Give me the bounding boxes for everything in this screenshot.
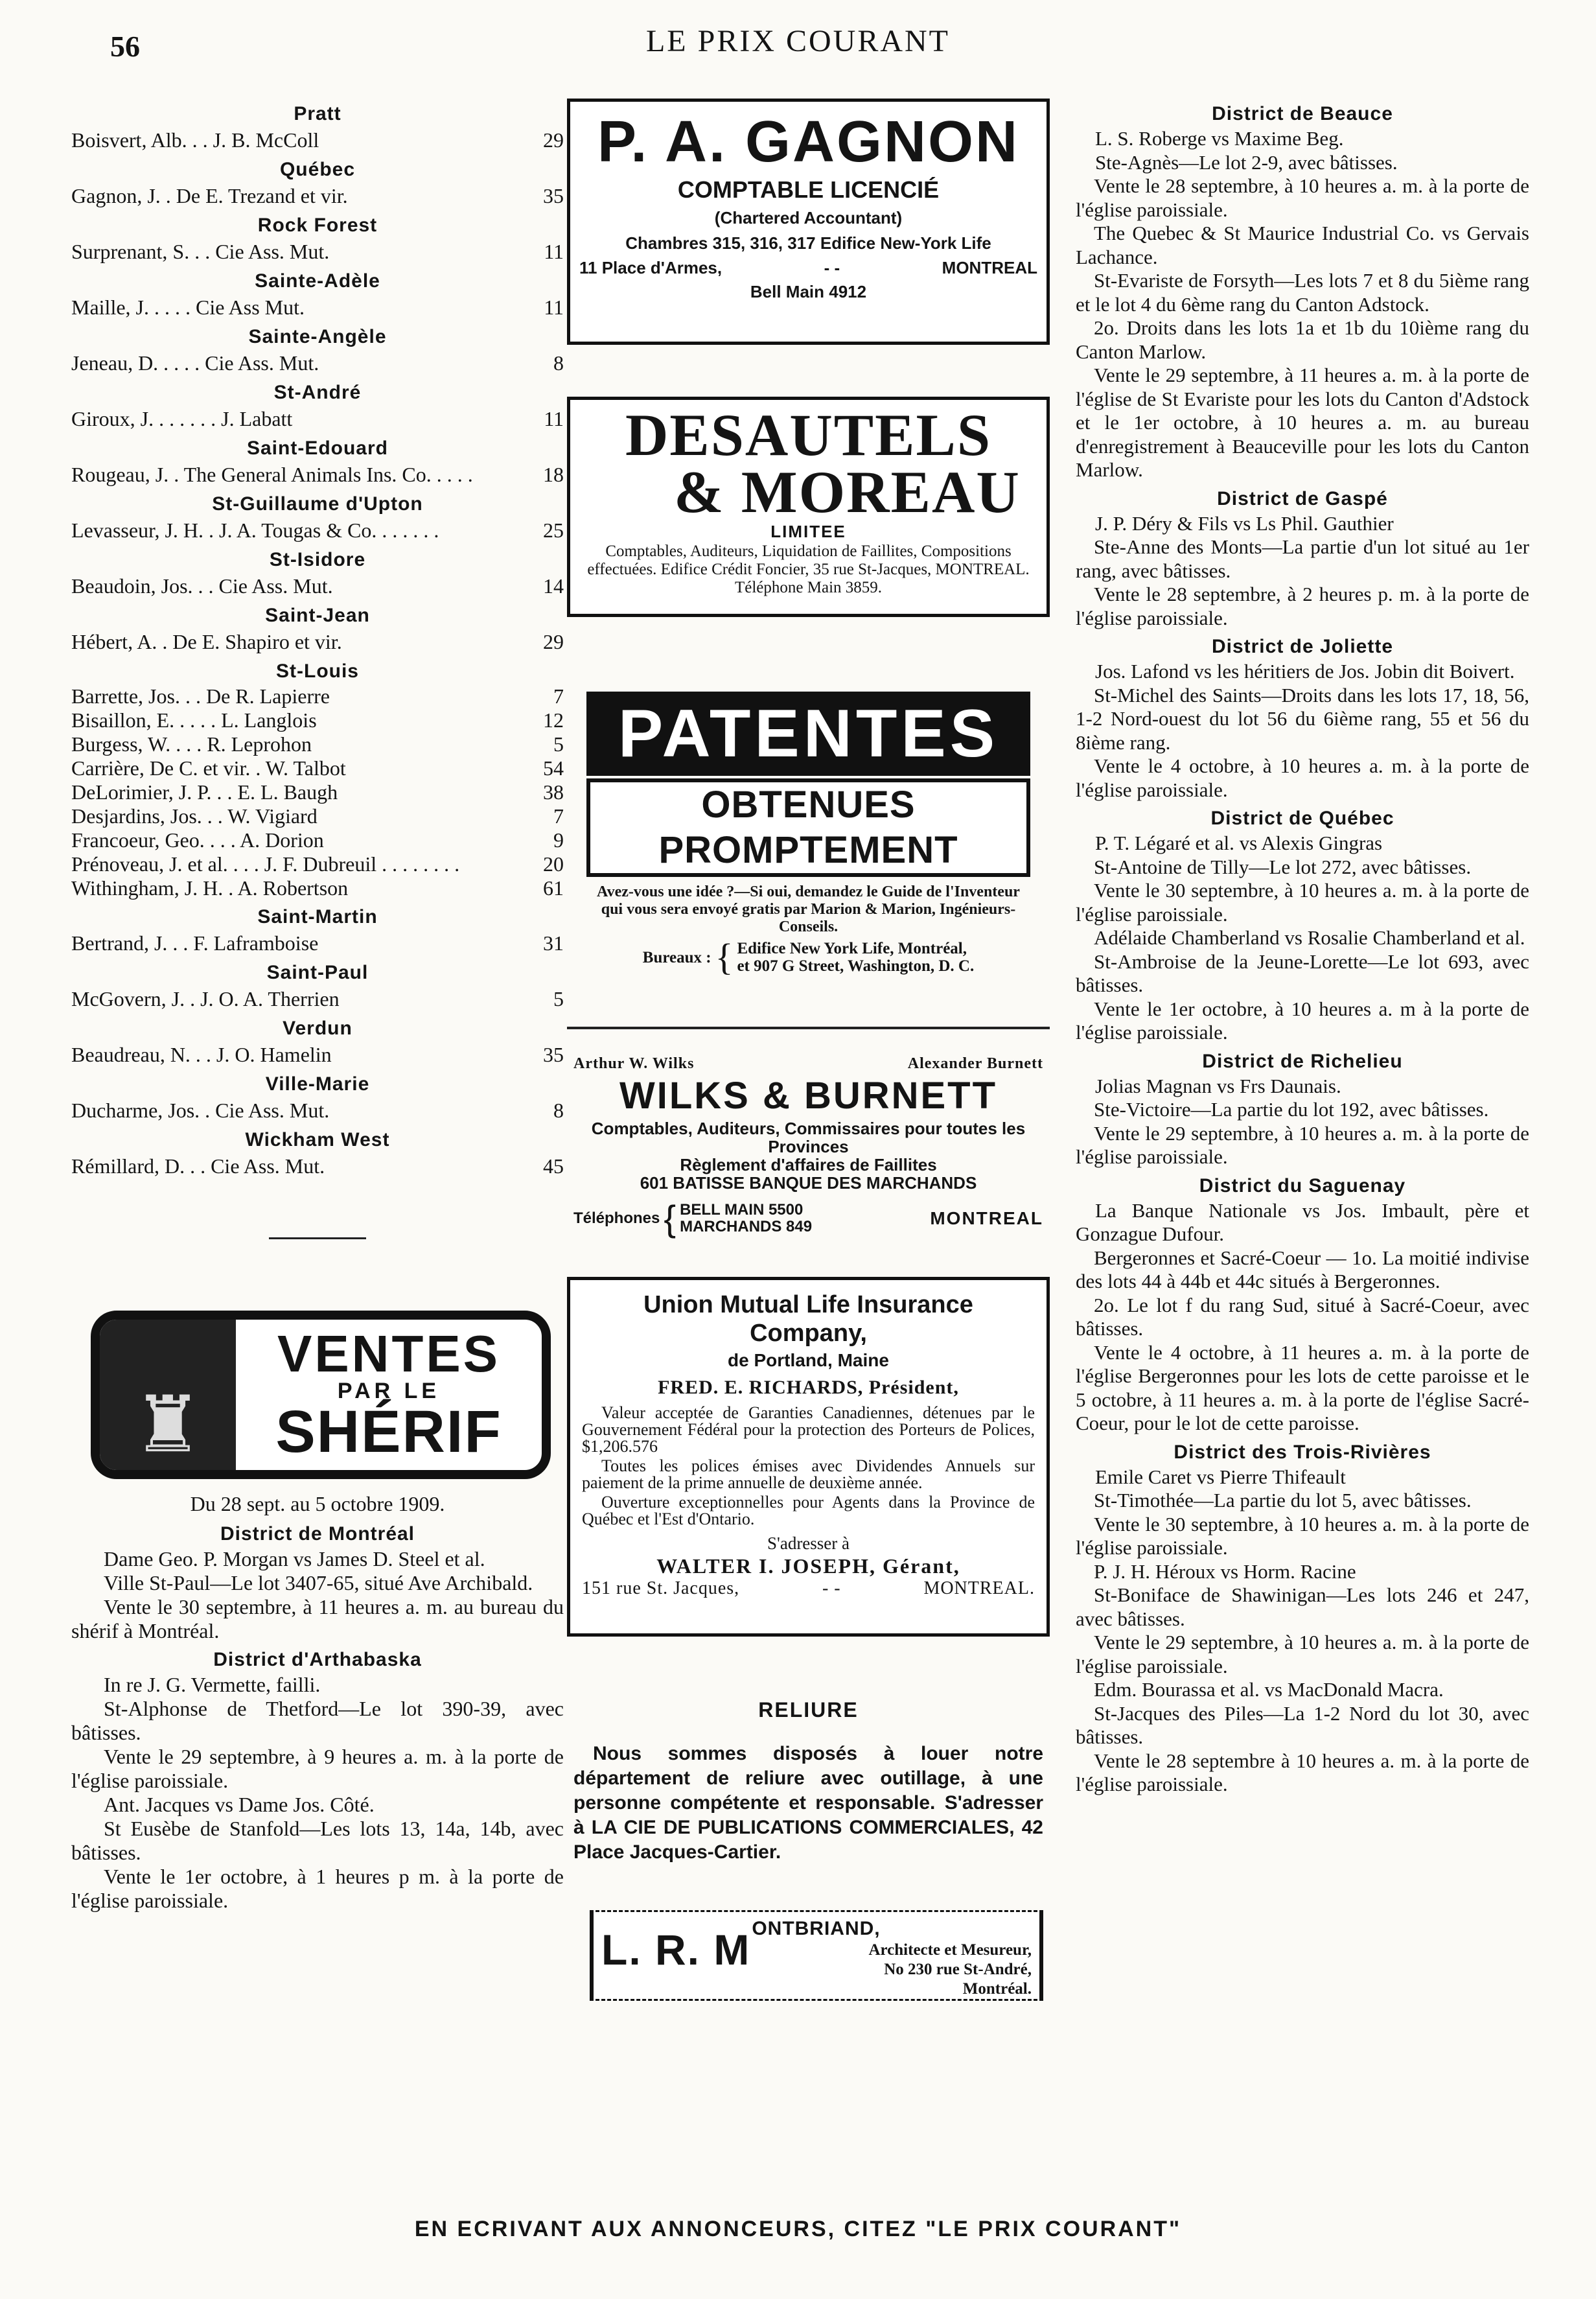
district-heading: District de Montréal bbox=[220, 1523, 415, 1545]
sale-paragraph: Vente le 29 septembre, à 9 heures a. m. à la porte de l'église paroissiale. bbox=[71, 1745, 564, 1792]
place-heading: Saint-Jean bbox=[265, 605, 370, 626]
place-heading: St-André bbox=[273, 382, 362, 403]
judgment-row bbox=[71, 294, 564, 320]
judgment-row bbox=[71, 1153, 564, 1179]
place-heading: Saint-Edouard bbox=[246, 438, 388, 459]
judgment-parties: Boisvert, Alb. . . J. B. McColl bbox=[71, 128, 319, 152]
ad-wilks-burnett bbox=[567, 1055, 1050, 1239]
judgment-row bbox=[71, 732, 564, 756]
sale-paragraph: St-Boniface de Shawinigan—Les lots 246 et 247, avec bâtisses. bbox=[1076, 1583, 1529, 1630]
sale-paragraph: St-Michel des Saints—Droits dans les lots 17, 18, 56, 1-2 Nord-ouest du lot 56 du 6ième rang, 55 et 56 du 8ième rang. bbox=[1076, 683, 1529, 754]
judgment-row bbox=[71, 780, 564, 804]
judgment-amount: 11 bbox=[544, 240, 564, 263]
sale-paragraph: Vente le 28 septembre, à 10 heures a. m. à la porte de l'église paroissiale. bbox=[1076, 174, 1529, 221]
judgment-row bbox=[71, 804, 564, 828]
sale-paragraph: St Eusèbe de Stanfold—Les lots 13, 14a, 14b, avec bâtisses. bbox=[71, 1817, 564, 1864]
ad-union-manager: WALTER I. JOSEPH, Gérant, bbox=[656, 1554, 960, 1578]
judgment-amount: 61 bbox=[543, 876, 564, 900]
judgment-amount: 35 bbox=[543, 184, 564, 207]
ad-wilks-city: MONTREAL bbox=[930, 1208, 1043, 1228]
sheriff-sales-list-left bbox=[71, 1521, 564, 1913]
judgment-parties: Giroux, J. . . . . . . J. Labatt bbox=[71, 407, 293, 430]
ad-wilks-tel-label: Téléphones bbox=[573, 1209, 660, 1227]
ad-wilks-name: WILKS & BURNETT bbox=[619, 1075, 998, 1117]
judgment-amount: 7 bbox=[553, 804, 564, 828]
ad-patentes-bureau-2: et 907 G Street, Washington, D. C. bbox=[737, 957, 975, 975]
sale-paragraph: St-Jacques des Piles—La 1-2 Nord du lot 30, avec bâtisses. bbox=[1076, 1701, 1529, 1748]
sale-paragraph: Ste-Victoire—La partie du lot 192, avec bâtisses. bbox=[1094, 1098, 1489, 1121]
sale-paragraph: St-Antoine de Tilly—Le lot 272, avec bâtisses. bbox=[1094, 855, 1472, 878]
ad-patentes-bureau-1: Edifice New York Life, Montréal, bbox=[737, 940, 967, 957]
ad-wilks-line1: Comptables, Auditeurs, Commissaires pour toutes les Provinces bbox=[591, 1119, 1026, 1156]
ad-desautels-line2: & MOREAU bbox=[674, 459, 1021, 525]
district-heading: District d'Arthabaska bbox=[213, 1649, 422, 1670]
judgment-amount: 25 bbox=[543, 519, 564, 542]
judgment-row bbox=[71, 756, 564, 780]
district-heading: District de Québec bbox=[1210, 808, 1394, 829]
place-heading: St-Isidore bbox=[269, 549, 366, 570]
judgment-amount: 18 bbox=[543, 463, 564, 486]
ad-montbriand-line3: Montréal. bbox=[962, 1980, 1032, 1998]
sale-paragraph: Vente le 30 septembre, à 10 heures a. m. à la porte de l'église paroissiale. bbox=[1076, 879, 1529, 926]
sale-paragraph: The Quebec & St Maurice Industrial Co. vs Gervais Lachance. bbox=[1076, 222, 1529, 268]
ad-desautels-line1: DESAUTELS bbox=[625, 402, 992, 468]
sale-paragraph: Vente le 29 septembre, à 10 heures a. m. à la porte de l'église paroissiale. bbox=[1076, 1121, 1529, 1168]
sale-paragraph: Vente le 1er octobre, à 1 heures p m. à la porte de l'église paroissiale. bbox=[71, 1865, 564, 1912]
sale-paragraph: St-Timothée—La partie du lot 5, avec bâtisses. bbox=[1094, 1489, 1472, 1511]
sale-paragraph: 2o. Droits dans les lots 1a et 1b du 10ième rang du Canton Marlow. bbox=[1076, 316, 1529, 363]
judgment-parties: Jeneau, D. . . . . Cie Ass. Mut. bbox=[71, 351, 319, 375]
sale-paragraph: Vente le 4 octobre, à 10 heures a. m. à la porte de l'église paroissiale. bbox=[1076, 754, 1529, 801]
judgments-list bbox=[71, 101, 564, 1179]
judgment-row bbox=[71, 629, 564, 655]
sale-paragraph: Vente le 30 septembre, à 10 heures a. m. à la porte de l'église paroissiale. bbox=[1076, 1512, 1529, 1559]
ad-union-street: 151 rue St. Jacques, bbox=[582, 1578, 740, 1598]
judgment-row bbox=[71, 930, 564, 956]
judgment-parties: Carrière, De C. et vir. . W. Talbot bbox=[71, 756, 346, 780]
ad-union-mutual: Union Mutual Life Insurance Company, de Portland, Maine FRED. E. RICHARDS, Président, Valeur acceptée de Garanties Canadiennes, détenues par le Gouvernement Fédéral pour la protection des Porteurs de Polices, $1,206.576 Toutes les polices émises avec Dividendes Annuels sur paiement de la prime annuelle de deuxième année. Ouverture exceptionnelles pour Agents dans la Province de Québec et l'Est d'Ontario. S'adresser à WALTER I. JOSEPH, Gérant, 151 rue St. Jacques, - - MONTREAL. bbox=[567, 1277, 1050, 1637]
ad-wilks-partner-1: Arthur W. Wilks bbox=[573, 1055, 695, 1072]
page-number: 56 bbox=[110, 30, 140, 63]
reliure-heading: RELIURE bbox=[758, 1698, 859, 1721]
ad-montbriand bbox=[590, 1910, 1043, 2001]
sale-paragraph: Jos. Lafond vs les héritiers de Jos. Jobin dit Boivert. bbox=[1095, 660, 1515, 683]
sale-paragraph: P. J. H. Héroux vs Horm. Racine bbox=[1094, 1559, 1356, 1583]
judgment-row bbox=[71, 828, 564, 852]
place-heading: Saint-Paul bbox=[266, 962, 369, 983]
judgment-amount: 11 bbox=[544, 296, 564, 319]
judgment-row bbox=[71, 517, 564, 543]
ad-union-title: Union Mutual Life Insurance Company, bbox=[643, 1291, 973, 1347]
judgment-row bbox=[71, 461, 564, 487]
ad-gagnon-subtitle: (Chartered Accountant) bbox=[714, 208, 903, 228]
judgment-parties: McGovern, J. . J. O. A. Therrien bbox=[71, 987, 340, 1010]
judgment-row bbox=[71, 183, 564, 209]
judgment-amount: 7 bbox=[553, 684, 564, 708]
ad-desautels-moreau bbox=[567, 397, 1050, 617]
judgment-parties: Surprenant, S. . . Cie Ass. Mut. bbox=[71, 240, 330, 263]
place-heading: Wickham West bbox=[245, 1129, 390, 1150]
judgment-parties: Beaudoin, Jos. . . Cie Ass. Mut. bbox=[71, 574, 333, 598]
judgment-amount: 45 bbox=[543, 1154, 564, 1178]
sale-paragraph: 2o. Le lot f du rang Sud, situé à Sacré-Coeur, avec bâtisses. bbox=[1076, 1293, 1529, 1340]
judgment-parties: Withingham, J. H. . A. Robertson bbox=[71, 876, 349, 900]
judgment-amount: 29 bbox=[543, 128, 564, 152]
ad-montbriand-line1: Architecte et Mesureur, bbox=[868, 1941, 1032, 1959]
judgment-row bbox=[71, 986, 564, 1012]
sale-paragraph: Vente le 28 septembre, à 2 heures p. m. à la porte de l'église paroissiale. bbox=[1076, 583, 1529, 629]
judgment-amount: 8 bbox=[553, 1099, 564, 1122]
judgment-amount: 35 bbox=[543, 1043, 564, 1066]
judgment-row bbox=[71, 239, 564, 264]
judgment-amount: 11 bbox=[544, 407, 564, 430]
ad-desautels-limitee: LIMITEE bbox=[770, 522, 846, 541]
place-heading: Sainte-Adèle bbox=[255, 270, 380, 292]
judgment-amount: 29 bbox=[543, 630, 564, 653]
judgment-parties: Prénoveau, J. et al. . . . J. F. Dubreuil . . . . . . . . bbox=[71, 852, 460, 876]
judgment-row bbox=[71, 876, 564, 900]
sale-paragraph: In re J. G. Vermette, failli. bbox=[104, 1673, 321, 1696]
ad-patentes-subtitle: OBTENUES PROMPTEMENT bbox=[586, 778, 1030, 877]
judgment-row bbox=[71, 708, 564, 732]
ad-patentes-bureaux-label: Bureaux : bbox=[642, 948, 711, 966]
ad-wilks-line2: Règlement d'affaires de Faillites bbox=[680, 1155, 937, 1174]
judgment-parties: Francoeur, Geo. . . . A. Dorion bbox=[71, 828, 324, 852]
brace-glyph: { bbox=[664, 1198, 677, 1239]
judgment-row bbox=[71, 406, 564, 432]
judgment-parties: Desjardins, Jos. . . W. Vigiard bbox=[71, 804, 318, 828]
banner-line-2: PAR LE bbox=[337, 1379, 441, 1403]
sale-paragraph: J. P. Déry & Fils vs Ls Phil. Gauthier bbox=[1095, 511, 1394, 535]
ad-union-para-2: Toutes les polices émises avec Dividendes Annuels sur paiement de la prime annuelle de deuxième année. bbox=[582, 1456, 1035, 1492]
ad-patentes bbox=[586, 692, 1030, 978]
sale-paragraph: Ste-Anne des Monts—La partie d'un lot situé au 1er rang, avec bâtisses. bbox=[1076, 535, 1529, 582]
place-heading: Ville-Marie bbox=[265, 1073, 370, 1095]
ad-divider bbox=[567, 1027, 1050, 1029]
judgment-row bbox=[71, 684, 564, 708]
judgment-parties: Bertrand, J. . . F. Laframboise bbox=[71, 931, 319, 955]
sale-paragraph: Bergeronnes et Sacré-Coeur — 1o. La moitié indivise des lots 44 à 44b et 44c situés à Bergeronnes. bbox=[1076, 1246, 1529, 1292]
place-heading: Saint-Martin bbox=[257, 906, 378, 928]
ad-wilks-partner-2: Alexander Burnett bbox=[907, 1055, 1043, 1072]
sale-paragraph: P. T. Légaré et al. vs Alexis Gingras bbox=[1095, 832, 1383, 854]
ad-union-subtitle: de Portland, Maine bbox=[728, 1350, 889, 1370]
sale-dates: Du 28 sept. au 5 octobre 1909. bbox=[190, 1492, 445, 1515]
ad-desautels-body: Comptables, Auditeurs, Liquidation de Faillites, Compositions effectuées. Edifice Crédit Foncier, 35 rue St-Jacques, MONTREAL. bbox=[587, 543, 1030, 578]
ad-union-city: MONTREAL. bbox=[923, 1578, 1035, 1598]
sale-paragraph: Adélaide Chamberland vs Rosalie Chamberland et al. bbox=[1094, 926, 1525, 949]
judgment-amount: 9 bbox=[553, 828, 564, 852]
ad-montbriand-line2: No 230 rue St-André, bbox=[884, 1961, 1032, 1978]
reliure-notice bbox=[567, 1698, 1050, 1865]
right-column bbox=[1076, 97, 1529, 1797]
sale-paragraph: Emile Caret vs Pierre Thifeault bbox=[1095, 1465, 1346, 1488]
judgment-row bbox=[71, 1042, 564, 1068]
judgment-amount: 5 bbox=[553, 732, 564, 756]
district-heading: District des Trois-Rivières bbox=[1174, 1441, 1431, 1463]
sale-paragraph: Jolias Magnan vs Frs Daunais. bbox=[1095, 1074, 1341, 1097]
judgment-row bbox=[71, 573, 564, 599]
left-column bbox=[71, 97, 564, 1913]
place-heading: St-Louis bbox=[276, 660, 359, 682]
judgment-parties: Rémillard, D. . . Cie Ass. Mut. bbox=[71, 1154, 325, 1178]
sale-paragraph: Vente le 29 septembre, à 10 heures a. m. à la porte de l'église paroissiale. bbox=[1076, 1631, 1529, 1677]
judgment-parties: Levasseur, J. H. . J. A. Tougas & Co. . . . . . . bbox=[71, 519, 439, 542]
place-heading: Pratt bbox=[294, 103, 341, 124]
judgment-amount: 8 bbox=[553, 351, 564, 375]
judgment-parties: Maille, J. . . . . Cie Ass Mut. bbox=[71, 296, 305, 319]
sheriff-sales-list-right bbox=[1076, 101, 1529, 1797]
district-heading: District de Joliette bbox=[1211, 636, 1394, 657]
judgment-parties: Bisaillon, E. . . . . L. Langlois bbox=[71, 708, 317, 732]
judgment-parties: Burgess, W. . . . R. Leprohon bbox=[71, 732, 312, 756]
district-heading: District de Beauce bbox=[1212, 103, 1393, 124]
sherif-illustration: ♜ bbox=[100, 1320, 236, 1470]
sale-paragraph: Vente le 28 septembre à 10 heures a. m. à la porte de l'église paroissiale. bbox=[1076, 1749, 1529, 1795]
banner-line-1: VENTES bbox=[277, 1325, 501, 1383]
sale-paragraph: Vente le 30 septembre, à 11 heures a. m. au bureau du shérif à Montréal. bbox=[71, 1595, 564, 1642]
ad-wilks-line3: 601 BATISSE BANQUE DES MARCHANDS bbox=[640, 1173, 977, 1193]
ad-gagnon-name: P. A. GAGNON bbox=[597, 110, 1020, 174]
ad-patentes-body: Avez-vous une idée ?—Si oui, demandez le Guide de l'Inventeur qui vous sera envoyé gratis par Marion & Marion, Ingénieurs-Conseils. bbox=[597, 883, 1020, 935]
sale-paragraph: St-Evariste de Forsyth—Les lots 7 et 8 du 5ième rang et le lot 4 du 6ème rang du Canton Adstock. bbox=[1076, 269, 1529, 316]
ad-gagnon-chambers: Chambres 315, 316, 317 Edifice New-York Life bbox=[625, 233, 991, 253]
sale-paragraph: L. S. Roberge vs Maxime Beg. bbox=[1095, 127, 1344, 150]
sale-paragraph: St-Alphonse de Thetford—Le lot 390-39, avec bâtisses. bbox=[71, 1697, 564, 1744]
section-divider bbox=[269, 1237, 366, 1239]
ad-union-address-to: S'adresser à bbox=[767, 1534, 850, 1553]
ad-union-para-3: Ouverture exceptionnelles pour Agents dans la Province de Québec et l'Est d'Ontario. bbox=[582, 1493, 1035, 1528]
ad-montbriand-name: ONTBRIAND, bbox=[752, 1918, 881, 1939]
ad-gagnon: P. A. GAGNON COMPTABLE LICENCIÉ (Chartered Accountant) Chambres 315, 316, 317 Edifice New-York Life 11 Place d'Armes, - - MONTREAL Bell Main 4912 bbox=[567, 99, 1050, 345]
sale-paragraph: Edm. Bourassa et al. vs MacDonald Macra. bbox=[1094, 1678, 1444, 1701]
ad-gagnon-phone: Bell Main 4912 bbox=[750, 282, 867, 301]
district-heading: District du Saguenay bbox=[1199, 1174, 1406, 1196]
sale-paragraph: Vente le 29 septembre, à 11 heures a. m. à la porte de l'église de St Evariste pour les lots du Canton d'Adstock et le 1er octobre, à 10 heures a. m. au bureau d'enregistrement à Beauceville pour les lots du Canton Marlow. bbox=[1076, 364, 1529, 481]
place-heading: Verdun bbox=[283, 1018, 353, 1039]
judgment-parties: Ducharme, Jos. . Cie Ass. Mut. bbox=[71, 1099, 330, 1122]
ad-gagnon-address: 11 Place d'Armes, bbox=[579, 258, 723, 277]
judgment-amount: 14 bbox=[543, 574, 564, 598]
sale-paragraph: Ant. Jacques vs Dame Jos. Côté. bbox=[104, 1793, 375, 1816]
judgment-amount: 31 bbox=[543, 931, 564, 955]
judgment-parties: DeLorimier, J. P. . . E. L. Baugh bbox=[71, 780, 338, 804]
judgment-parties: Rougeau, J. . The General Animals Ins. Co. . . . . bbox=[71, 463, 473, 486]
ad-wilks-tel-1: BELL MAIN 5500 bbox=[680, 1200, 804, 1219]
banner-line-3: SHÉRIF bbox=[275, 1399, 502, 1465]
judgment-row bbox=[71, 852, 564, 876]
place-heading: St-Guillaume d'Upton bbox=[212, 493, 423, 515]
sale-paragraph: Ste-Agnès—Le lot 2-9, avec bâtisses. bbox=[1095, 150, 1398, 174]
place-heading: Rock Forest bbox=[257, 215, 378, 236]
judgment-row bbox=[71, 127, 564, 153]
judgment-row bbox=[71, 350, 564, 376]
district-heading: District de Gaspé bbox=[1217, 487, 1388, 509]
ad-union-president: FRED. E. RICHARDS, Président, bbox=[658, 1377, 959, 1398]
judgment-amount: 54 bbox=[543, 756, 564, 780]
sale-paragraph: Dame Geo. P. Morgan vs James D. Steel et al. bbox=[104, 1547, 485, 1570]
sale-paragraph: La Banque Nationale vs Jos. Imbault, père et Gonzague Dufour. bbox=[1076, 1198, 1529, 1245]
judgment-parties: Hébert, A. . De E. Shapiro et vir. bbox=[71, 630, 342, 653]
reliure-body: Nous sommes disposés à louer notre département de reliure avec outillage, à une personne compétente et responsable. S'adresser à LA CIE DE PUBLICATIONS COMMERCIALES, 42 Place Jacques-Cartier. bbox=[573, 1743, 1043, 1863]
judgment-row bbox=[71, 1097, 564, 1123]
sale-paragraph: Ville St-Paul—Le lot 3407-65, situé Ave Archibald. bbox=[104, 1571, 533, 1594]
running-head: LE PRIX COURANT bbox=[645, 24, 950, 58]
judgment-amount: 12 bbox=[543, 708, 564, 732]
judgment-parties: Beaudreau, N. . . J. O. Hamelin bbox=[71, 1043, 332, 1066]
judgment-parties: Gagnon, J. . De E. Trezand et vir. bbox=[71, 184, 348, 207]
ad-gagnon-title: COMPTABLE LICENCIÉ bbox=[677, 176, 940, 203]
judgment-amount: 5 bbox=[553, 987, 564, 1010]
page-footer: EN ECRIVANT AUX ANNONCEURS, CITEZ "LE PRIX COURANT" bbox=[414, 2217, 1182, 2241]
place-heading: Québec bbox=[279, 159, 356, 180]
ad-montbriand-initials: L. R. M bbox=[601, 1926, 751, 1974]
judgment-parties: Barrette, Jos. . . De R. Lapierre bbox=[71, 684, 330, 708]
brace-glyph: { bbox=[715, 936, 734, 978]
middle-column bbox=[567, 97, 1050, 2001]
place-heading: Sainte-Angèle bbox=[248, 326, 387, 347]
judgment-amount: 20 bbox=[543, 852, 564, 876]
ad-desautels-phone: Téléphone Main 3859. bbox=[734, 579, 883, 596]
ad-patentes-title: PATENTES bbox=[586, 692, 1030, 776]
ad-wilks-tel-2: MARCHANDS 849 bbox=[680, 1217, 813, 1235]
judgment-amount: 38 bbox=[543, 780, 564, 804]
sale-paragraph: Vente le 1er octobre, à 10 heures a. m à la porte de l'église paroissiale. bbox=[1076, 997, 1529, 1044]
sale-paragraph: St-Ambroise de la Jeune-Lorette—Le lot 693, avec bâtisses. bbox=[1076, 950, 1529, 996]
district-heading: District de Richelieu bbox=[1202, 1050, 1403, 1072]
ventes-par-le-sherif-banner bbox=[91, 1311, 551, 1479]
ad-union-para-1: Valeur acceptée de Garanties Canadiennes, détenues par le Gouvernement Fédéral pour la protection des Porteurs de Polices, $1,206.576 bbox=[582, 1403, 1035, 1456]
ad-gagnon-city: MONTREAL bbox=[942, 258, 1037, 277]
sale-paragraph: Vente le 4 octobre, à 11 heures a. m. à la porte de l'église Bergeronnes pour les lots de cette paroisse et le 5 octobre, à 11 heures a. m. à la porte de l'église Sacré-Coeur, pour le lot de cette paroisse. bbox=[1076, 1340, 1529, 1434]
